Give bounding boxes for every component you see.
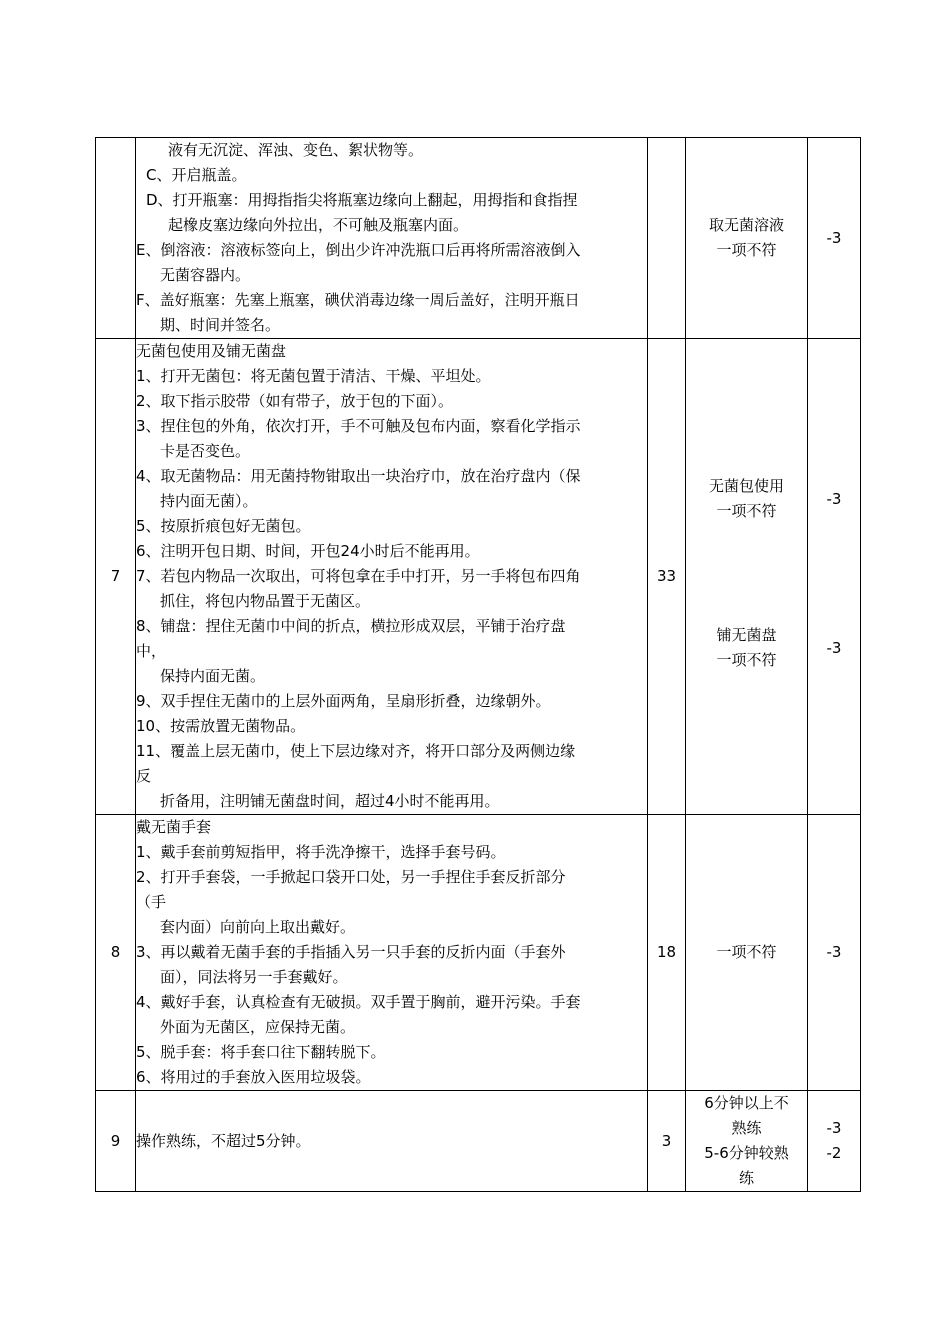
content-line: 1、戴手套前剪短指甲，将手洗净擦干，选择手套号码。 (136, 843, 506, 861)
content-line: 折备用，注明铺无菌盘时间，超过4小时不能再用。 (160, 792, 500, 810)
content-line: E、倒溶液：溶液标签向上，倒出少许冲洗瓶口后再将所需溶液倒入 (136, 241, 581, 259)
operation-content (136, 815, 648, 1091)
content-line: 起橡皮塞边缘向外拉出，不可触及瓶塞内面。 (168, 216, 469, 234)
table-row (96, 339, 861, 815)
criteria-line: 一项不符 (716, 502, 777, 520)
deduction-criteria (686, 138, 808, 339)
item-number: 9 (96, 1091, 136, 1192)
content-line: 套内面）向前向上取出戴好。 (160, 918, 356, 936)
table-row (96, 815, 861, 1091)
content-line: 5、按原折痕包好无菌包。 (136, 517, 311, 535)
content-line: 卡是否变色。 (160, 442, 251, 460)
criteria-line: 铺无菌盘 (716, 626, 777, 644)
item-number (96, 138, 136, 339)
content-line: 2、取下指示胶带（如有带子，放于包的下面）。 (136, 392, 454, 410)
deduction-value: -3 (826, 943, 842, 961)
score-value (648, 138, 686, 339)
content-line: F、盖好瓶塞：先塞上瓶塞，碘伏消毒边缘一周后盖好，注明开瓶日 (136, 291, 580, 309)
score-value: 33 (648, 339, 686, 815)
deduction-value: -3 (826, 490, 842, 508)
deduction-points (808, 1091, 861, 1192)
content-line: 5、脱手套：将手套口往下翻转脱下。 (136, 1043, 386, 1061)
content-line: 外面为无菌区，应保持无菌。 (160, 1018, 356, 1036)
scoring-table (95, 137, 861, 1192)
content-line: 4、戴好手套，认真检查有无破损。双手置于胸前，避开污染。手套 (136, 993, 581, 1011)
criteria-line: 练 (738, 1169, 754, 1187)
content-line: 2、打开手套袋，一手掀起口袋开口处，另一手捏住手套反折部分 (136, 868, 566, 886)
deduction-value: -3 (826, 1119, 842, 1137)
content-line: 3、捏住包的外角，依次打开，手不可触及包布内面，察看化学指示 (136, 417, 581, 435)
item-number: 7 (96, 339, 136, 815)
operation-content (136, 1091, 648, 1192)
deduction-criteria (686, 815, 808, 1091)
content-line: 3、再以戴着无菌手套的手指插入另一只手套的反折内面（手套外 (136, 943, 566, 961)
content-line: 操作熟练，不超过5分钟。 (136, 1131, 311, 1150)
criteria-line: 一项不符 (716, 943, 777, 961)
content-line: 9、双手捏住无菌巾的上层外面两角，呈扇形折叠，边缘朝外。 (136, 692, 551, 710)
content-line: 6、将用过的手套放入医用垃圾袋。 (136, 1068, 371, 1086)
content-line: 液有无沉淀、浑浊、变色、絮状物等。 (168, 141, 424, 159)
content-line: 6、注明开包日期、时间，开包24小时后不能再用。 (136, 542, 480, 560)
content-line: 4、取无菌物品：用无菌持物钳取出一块治疗巾，放在治疗盘内（保 (136, 467, 581, 485)
content-line: 11、覆盖上层无菌巾，使上下层边缘对齐，将开口部分及两侧边缘 (136, 742, 576, 760)
criteria-line: 一项不符 (716, 241, 777, 259)
content-line: （手 (136, 893, 167, 911)
content-line: C、开启瓶盖。 (146, 166, 247, 184)
content-line: 中， (136, 642, 167, 660)
table-row (96, 1091, 861, 1192)
criteria-line: 5-6分钟较熟 (704, 1144, 789, 1162)
operation-content (136, 138, 648, 339)
deduction-criteria (686, 1091, 808, 1192)
deduction-points (808, 339, 861, 815)
content-line: 10、按需放置无菌物品。 (136, 717, 306, 735)
criteria-line: 熟练 (731, 1119, 762, 1137)
criteria-line: 6分钟以上不 (704, 1094, 789, 1112)
content-line: 抓住，将包内物品置于无菌区。 (160, 592, 371, 610)
table-row (96, 138, 861, 339)
content-line: 1、打开无菌包：将无菌包置于清洁、干燥、平坦处。 (136, 367, 491, 385)
criteria-line: 一项不符 (716, 651, 777, 669)
score-value: 18 (648, 815, 686, 1091)
content-line: 保持内面无菌。 (160, 667, 266, 685)
deduction-points (808, 815, 861, 1091)
deduction-points (808, 138, 861, 339)
content-line: 无菌包使用及铺无菌盘 (136, 342, 287, 360)
deduction-value: -2 (826, 1144, 842, 1162)
content-line: 8、铺盘：捏住无菌巾中间的折点，横拉形成双层，平铺于治疗盘 (136, 617, 566, 635)
content-line: 无菌容器内。 (160, 266, 251, 284)
item-number: 8 (96, 815, 136, 1091)
content-line: 持内面无菌）。 (160, 492, 258, 510)
criteria-line: 取无菌溶液 (708, 216, 784, 234)
content-line: 7、若包内物品一次取出，可将包拿在手中打开，另一手将包布四角 (136, 567, 581, 585)
criteria-line: 无菌包使用 (708, 477, 784, 495)
deduction-value: -3 (826, 228, 842, 247)
content-line: D、打开瓶塞：用拇指指尖将瓶塞边缘向上翻起，用拇指和食指捏 (146, 191, 578, 209)
content-line: 面），同法将另一手套戴好。 (160, 968, 348, 986)
content-line: 戴无菌手套 (136, 818, 212, 836)
operation-content (136, 339, 648, 815)
content-line: 反 (136, 767, 152, 785)
deduction-value: -3 (826, 639, 842, 657)
content-line: 期、时间并签名。 (160, 316, 281, 334)
deduction-criteria (686, 339, 808, 815)
score-value: 3 (648, 1091, 686, 1192)
